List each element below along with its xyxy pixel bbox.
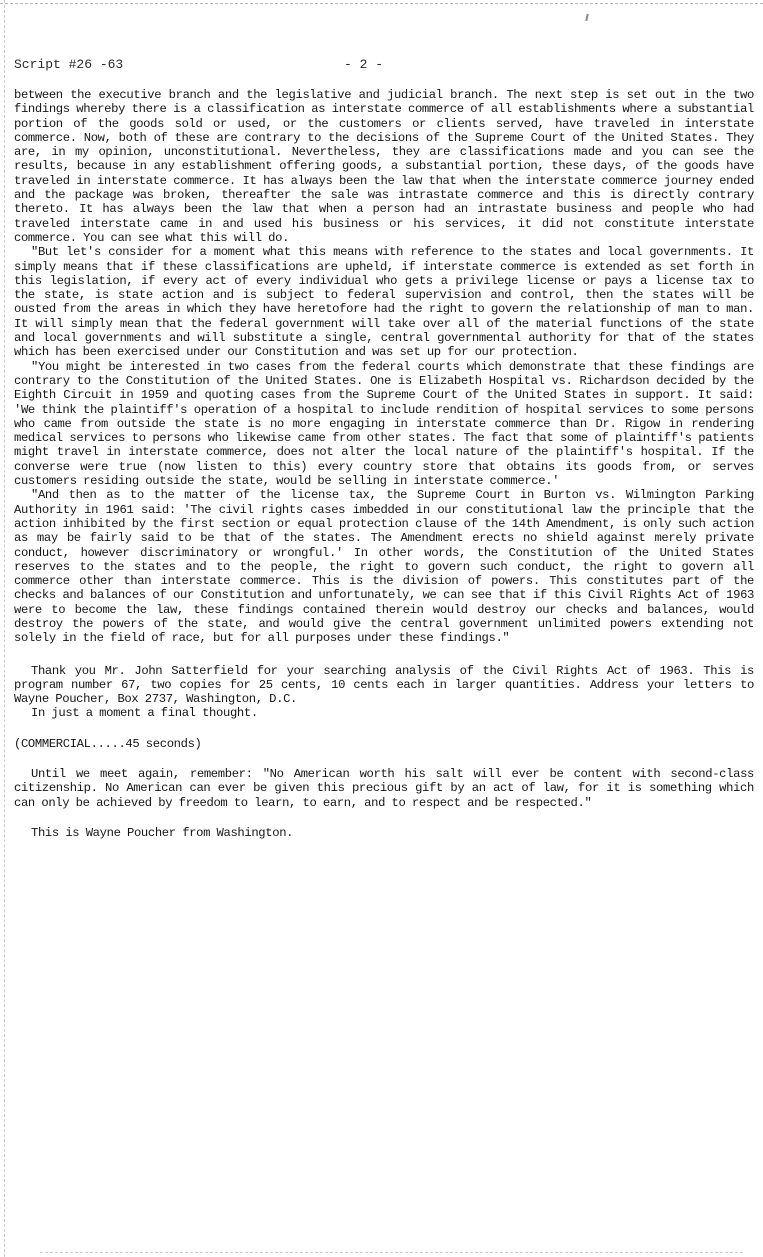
paragraph-6: In just a moment a final thought. <box>31 706 258 721</box>
top-perforation-edge <box>0 3 763 4</box>
paragraph-closing-quote: Until we meet again, remember: "No American worth his salt will ever be content with second-class citizenship. No American can ever be given this precious gift by an act of law, for it is something which can only be achieved by freedom to learn, to earn, and to respect and be respected." <box>14 767 754 810</box>
page-header <box>14 57 734 73</box>
page-number: - 2 - <box>344 57 384 72</box>
left-scan-edge <box>4 0 5 1257</box>
sign-off: This is Wayne Poucher from Washington. <box>31 825 294 840</box>
document-body <box>14 88 754 840</box>
paragraph-4: "And then as to the matter of the license tax, the Supreme Court in Burton vs. Wilmington Parking Authority in 1961 said: 'The civil rights cases imbedded in our constitutional law the principle that the action inhibited by the first section or equal protection clause of the 14th Amendment, is only such action as may be fairly said to be that of the states. The Amendment erects no shield against merely private conduct, however discriminatory or wrongful.' In other words, the Constitution of the United States reserves to the states and to the people, the right to govern such conduct, the right to govern all commerce other than interstate commerce. This is the division of powers. This constitutes part of the checks and balances of our Constitution and unfortunately, we can see that if this Civil Rights Act of 1963 were to become the law, these findings contained therein would destroy our checks and balances, would destroy the powers of the state, and would give the central government unlimited powers extending not solely in the field of race, but for all purposes under these findings." <box>14 488 754 646</box>
bottom-scan-edge <box>40 1252 743 1253</box>
commercial-note: (COMMERCIAL.....45 seconds) <box>14 736 202 751</box>
paragraph-1: between the executive branch and the legislative and judicial branch. The next step is set out in the two findings whereby there is a classification as interstate commerce of all establishments where a substantial portion of the goods sold or used, or the customers or clients served, have traveled in interstate commerce. Now, both of these are contrary to the decisions of the Supreme Court of the United States. They are, in my opinion, unconstitutional. Nevertheless, they are classifications made and you can see the results, because in any establishment offering goods, a substantial portion, these days, of the goods have traveled in interstate commerce. It has always been the law that when the interstate commerce journey ended and the package was broken, thereafter the sale was intrastate commerce and this is directly contrary thereto. It has always been the law that when a person had an intrastate business and people who had traveled interstate came in and used his business or his services, it did not constitute interstate commerce. You can see what this will do. <box>14 88 754 245</box>
paragraph-5: Thank you Mr. John Satterfield for your searching analysis of the Civil Rights Act of 1963. This is program number 67, two copies for 25 cents, 10 cents each in larger quantities. Address your letters to Wayne Poucher, Box 2737, Washington, D.C. <box>14 663 754 707</box>
paragraph-3: "You might be interested in two cases from the federal courts which demonstrate that these findings are contrary to the Constitution of the United States. One is Elizabeth Hospital vs. Richardson decided by the Eighth Circuit in 1959 and quoting cases from the Supreme Court of the United States in support. It said: 'We think the plaintiff's operation of a hospital to include rendition of hospital services to some persons who came from outside the state is no more engaging in interstate commerce than Dr. Rigow in rendering medical services to persons who likewise came from other states. The fact that some of plaintiff's patients might travel in interstate commerce, does not alter the local nature of the plaintiff's hospital. If the converse were true (now listen to this) every country store that obtains its goods from, or serves customers residing outside the state, would be selling in interstate commerce.' <box>14 359 754 489</box>
stray-mark <box>585 14 588 21</box>
paragraph-2: "But let's consider for a moment what this means with reference to the states and local governments. It simply means that if these classifications are upheld, if interstate commerce is extended as set forth in this legislation, if every act of every individual who gets a privilege license or pays a license tax to the state, is state action and is subject to federal supervision and control, then the states will be ousted from the areas in which they have heretofore had the right to govern the relationship of man to man. It will simply mean that the federal government will take over all of the material functions of the state and local governments and will substitute a single, central governmental authority for that of the states which has been exercised under our Constitution and was set up for our protection. <box>14 245 754 360</box>
script-reference: Script #26 -63 <box>14 57 124 72</box>
